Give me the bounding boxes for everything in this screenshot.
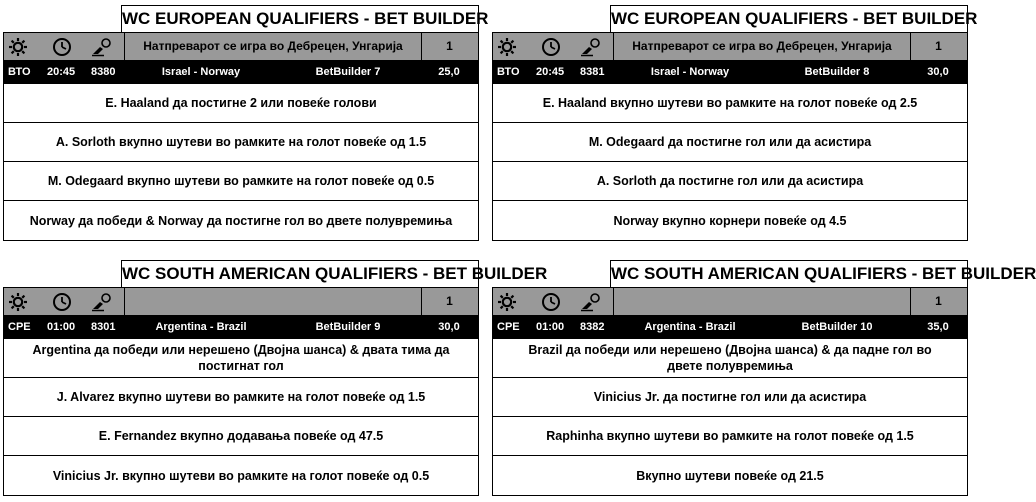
match-info-bar (3, 60, 479, 84)
match-id: 8381 (580, 66, 605, 78)
condition-list (492, 339, 968, 496)
match-info-bar (492, 315, 968, 339)
info-header-row (492, 32, 968, 61)
betbuilder-label: BetBuilder 9 (315, 321, 381, 333)
venue-note: Натпреварот се игра во Дебрецен, Унгарија (124, 33, 422, 60)
bet-builder-card (492, 5, 978, 247)
condition-row: M. Odegaard да постигне гол или да асистира (493, 123, 967, 162)
match-name: Israel - Norway (650, 66, 730, 78)
condition-list (3, 339, 479, 496)
gear-icon (4, 288, 32, 315)
betbuilder-label: BetBuilder 7 (315, 66, 381, 78)
odds-value: 35,0 (927, 321, 949, 333)
day-code: СРЕ (497, 321, 520, 333)
venue-note (613, 288, 911, 315)
bet-builder-card (492, 260, 1036, 502)
gear-icon (4, 33, 32, 60)
betbuilder-label: BetBuilder 10 (801, 321, 873, 333)
ball-boot-icon (577, 288, 605, 315)
odds-value: 30,0 (927, 66, 949, 78)
condition-row: E. Haaland да постигне 2 или повеќе голови (4, 84, 478, 123)
marker-number: 1 (935, 294, 942, 308)
match-info-bar (3, 315, 479, 339)
condition-row: E. Fernandez вкупно додавања повеќе од 47.5 (4, 417, 478, 456)
bet-builder-card (3, 5, 489, 247)
day-code: ВТО (8, 66, 31, 78)
condition-row: E. Haaland вкупно шутеви во рамките на голот повеќе од 2.5 (493, 84, 967, 123)
info-header-row (3, 287, 479, 316)
kickoff-time: 01:00 (47, 321, 76, 333)
condition-row: Вкупно шутеви повеќе од 21.5 (636, 468, 824, 483)
condition-row: J. Alvarez вкупно шутеви во рамките на голот повеќе од 1.5 (4, 378, 478, 417)
match-id: 8382 (580, 321, 605, 333)
condition-row: Argentina да победи или нерешено (Двојна шанса) & двата тима да постигнат гол (4, 339, 478, 378)
condition-row: Norway вкупно корнери повеќе од 4.5 (613, 213, 847, 228)
match-id: 8380 (91, 66, 116, 78)
clock-icon (537, 33, 565, 60)
match-name: Argentina - Brazil (155, 321, 247, 333)
condition-row: Raphinha вкупно шутеви во рамките на голот повеќе од 1.5 (493, 417, 967, 456)
ball-boot-icon (88, 33, 116, 60)
condition-row: Brazil да победи или нерешено (Двојна шанса) & да падне гол во двете полувремиња (493, 339, 967, 378)
condition-row: M. Odegaard вкупно шутеви во рамките на голот повеќе од 0.5 (4, 162, 478, 201)
condition-list (492, 84, 968, 241)
venue-note: Натпреварот се игра во Дебрецен, Унгарија (613, 33, 911, 60)
match-name: Argentina - Brazil (644, 321, 736, 333)
ball-boot-icon (577, 33, 605, 60)
day-code: СРЕ (8, 321, 31, 333)
condition-row: A. Sorloth да постигне гол или да асистира (493, 162, 967, 201)
kickoff-time: 01:00 (536, 321, 565, 333)
match-name: Israel - Norway (161, 66, 241, 78)
gear-icon (493, 288, 521, 315)
venue-note (124, 288, 422, 315)
info-header-row (3, 32, 479, 61)
clock-icon (48, 288, 76, 315)
card-title: WC EUROPEAN QUALIFIERS - BET BUILDER (610, 5, 968, 32)
betbuilder-label: BetBuilder 8 (804, 66, 870, 78)
ball-boot-icon (88, 288, 116, 315)
marker-number: 1 (446, 39, 453, 53)
bet-builder-card (3, 260, 548, 502)
card-title: WC SOUTH AMERICAN QUALIFIERS - BET BUILDER (121, 260, 479, 287)
match-id: 8301 (91, 321, 116, 333)
gear-icon (493, 33, 521, 60)
marker-number: 1 (935, 39, 942, 53)
condition-list (3, 84, 479, 241)
clock-icon (537, 288, 565, 315)
condition-row: Vinicius Jr. да постигне гол или да асистира (493, 378, 967, 417)
match-info-bar (492, 60, 968, 84)
odds-value: 30,0 (438, 321, 460, 333)
odds-value: 25,0 (438, 66, 460, 78)
kickoff-time: 20:45 (536, 66, 565, 78)
card-title: WC EUROPEAN QUALIFIERS - BET BUILDER (121, 5, 479, 32)
day-code: ВТО (497, 66, 520, 78)
marker-number: 1 (446, 294, 453, 308)
condition-row: Vinicius Jr. вкупно шутеви во рамките на голот повеќе од 0.5 (52, 468, 430, 483)
clock-icon (48, 33, 76, 60)
info-header-row (492, 287, 968, 316)
condition-row: A. Sorloth вкупно шутеви во рамките на голот повеќе од 1.5 (4, 123, 478, 162)
condition-row: Norway да победи & Norway да постигне гол во двете полувремиња (29, 213, 453, 228)
kickoff-time: 20:45 (47, 66, 76, 78)
card-title: WC SOUTH AMERICAN QUALIFIERS - BET BUILDER (610, 260, 968, 287)
